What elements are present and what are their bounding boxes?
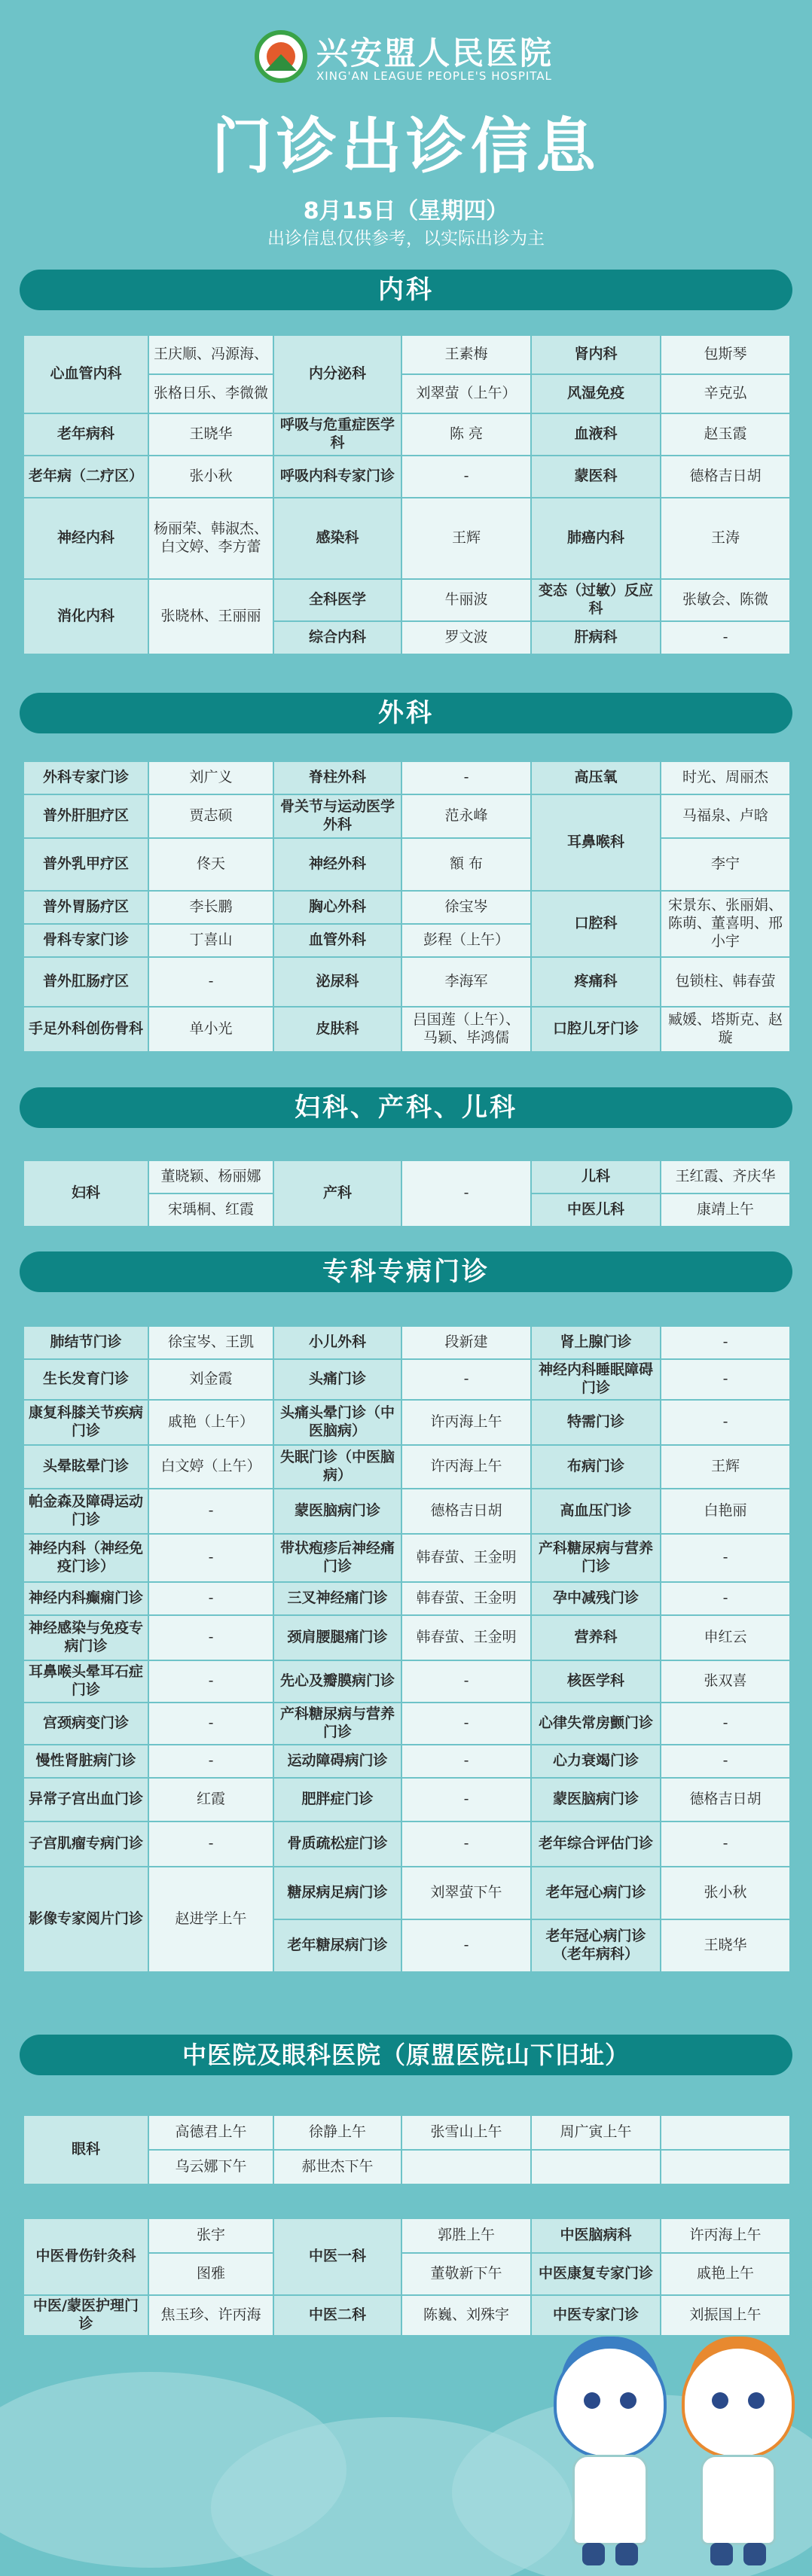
dept-cell: 产科 xyxy=(273,1160,401,1227)
dept-cell: 蒙医脑病门诊 xyxy=(531,1778,661,1821)
dept-cell: 骨质疏松症门诊 xyxy=(273,1821,401,1867)
dept-cell: 眼科 xyxy=(23,2115,148,2184)
doctor-cell: 戚艳（上午） xyxy=(148,1400,273,1445)
dept-cell: 风湿免疫 xyxy=(531,374,661,413)
dept-cell: 肾内科 xyxy=(531,335,661,374)
doctor-cell: - xyxy=(401,1660,531,1703)
doctor-cell: 董晓颖、杨丽娜 xyxy=(148,1160,273,1193)
doctor-cell: 德格吉日胡 xyxy=(661,1778,790,1821)
doctor-cell xyxy=(661,2150,790,2184)
doctor-cell: - xyxy=(661,1359,790,1400)
mascot-doctor-icon xyxy=(554,2346,667,2571)
doctor-cell: 牛丽波 xyxy=(401,579,531,621)
dept-cell: 生长发育门诊 xyxy=(23,1359,148,1400)
doctor-cell: 王晓华 xyxy=(661,1919,790,1972)
doctor-cell: 张晓林、王丽丽 xyxy=(148,579,273,654)
doctor-cell: 王素梅 xyxy=(401,335,531,374)
dept-cell: 中医康复专家门诊 xyxy=(531,2253,661,2295)
dept-cell: 骨科专家门诊 xyxy=(23,924,148,957)
dept-cell: 小儿外科 xyxy=(273,1326,401,1359)
dept-cell: 高压氧 xyxy=(531,761,661,794)
doctor-cell: 王辉 xyxy=(401,498,531,579)
dept-cell: 蒙医脑病门诊 xyxy=(273,1489,401,1534)
dept-cell: 普外乳甲疗区 xyxy=(23,838,148,891)
doctor-cell: - xyxy=(661,1745,790,1778)
doctor-cell: 张宇 xyxy=(148,2218,273,2253)
dept-cell: 老年冠心病门诊（老年病科） xyxy=(531,1919,661,1972)
doctor-cell: 张敏会、陈微 xyxy=(661,579,790,621)
dept-cell: 神经内科睡眠障碍门诊 xyxy=(531,1359,661,1400)
doctor-cell: 单小光 xyxy=(148,1007,273,1052)
doctor-cell xyxy=(531,2150,661,2184)
dept-cell: 脊柱外科 xyxy=(273,761,401,794)
dept-cell: 影像专家阅片门诊 xyxy=(23,1867,148,1972)
dept-cell: 内分泌科 xyxy=(273,335,401,413)
doctor-cell: - xyxy=(401,1778,531,1821)
dept-cell: 老年糖尿病门诊 xyxy=(273,1919,401,1972)
dept-cell: 胸心外科 xyxy=(273,891,401,924)
hospital-name-en: XING'AN LEAGUE PEOPLE'S HOSPITAL xyxy=(316,69,552,83)
dept-cell: 中医/蒙医护理门诊 xyxy=(23,2295,148,2336)
dept-cell: 心力衰竭门诊 xyxy=(531,1745,661,1778)
doctor-cell: - xyxy=(401,761,531,794)
doctor-cell: - xyxy=(148,1745,273,1778)
doctor-cell: 包锁柱、韩春萤 xyxy=(661,957,790,1007)
doctor-cell: 徐静上午 xyxy=(273,2115,401,2150)
doctor-cell: 马福泉、卢晗 xyxy=(661,794,790,838)
doctor-cell: 刘金霞 xyxy=(148,1359,273,1400)
hospital-name: 兴安盟人民医院 xyxy=(316,35,554,72)
dept-cell: 营养科 xyxy=(531,1615,661,1660)
doctor-cell: 贾志硕 xyxy=(148,794,273,838)
dept-cell: 康复科膝关节疾病门诊 xyxy=(23,1400,148,1445)
dept-cell: 中医骨伤针灸科 xyxy=(23,2218,148,2295)
table-row xyxy=(23,1615,790,1660)
obgyn-table xyxy=(23,1160,791,1227)
dept-cell: 中医儿科 xyxy=(531,1193,661,1227)
table-row xyxy=(23,1778,790,1821)
dept-cell: 肾上腺门诊 xyxy=(531,1326,661,1359)
dept-cell: 肥胖症门诊 xyxy=(273,1778,401,1821)
dept-cell: 骨关节与运动医学外科 xyxy=(273,794,401,838)
dept-cell: 中医专家门诊 xyxy=(531,2295,661,2336)
dept-cell: 慢性肾脏病门诊 xyxy=(23,1745,148,1778)
doctor-cell: 许丙海上午 xyxy=(401,1445,531,1489)
section-surgery-title: 外科 xyxy=(20,693,792,733)
dept-cell: 老年冠心病门诊 xyxy=(531,1867,661,1919)
dept-cell: 三叉神经痛门诊 xyxy=(273,1582,401,1615)
doctor-cell: - xyxy=(401,1745,531,1778)
doctor-cell: - xyxy=(148,1582,273,1615)
doctor-cell: 韩春萤、王金明 xyxy=(401,1534,531,1582)
dept-cell: 产科糖尿病与营养门诊 xyxy=(273,1703,401,1745)
doctor-cell: 李宁 xyxy=(661,838,790,891)
dept-cell: 神经感染与免疫专病门诊 xyxy=(23,1615,148,1660)
table-row xyxy=(23,1400,790,1445)
dept-cell: 运动障碍病门诊 xyxy=(273,1745,401,1778)
dept-cell: 孕中减残门诊 xyxy=(531,1582,661,1615)
doctor-cell: 焦玉珍、许丙海 xyxy=(148,2295,273,2336)
dept-cell: 帕金森及障碍运动门诊 xyxy=(23,1489,148,1534)
dept-cell: 神经内科（神经免疫门诊） xyxy=(23,1534,148,1582)
doctor-cell: - xyxy=(148,1703,273,1745)
doctor-cell: 张雪山上午 xyxy=(401,2115,531,2150)
section-obgyn-title: 妇科、产科、儿科 xyxy=(20,1087,792,1128)
doctor-cell: - xyxy=(148,1615,273,1660)
dept-cell: 布病门诊 xyxy=(531,1445,661,1489)
doctor-cell: 康靖上午 xyxy=(661,1193,790,1227)
dept-cell: 宫颈病变门诊 xyxy=(23,1703,148,1745)
doctor-cell: 陈 亮 xyxy=(401,413,531,456)
doctor-cell xyxy=(401,2150,531,2184)
dept-cell: 血管外科 xyxy=(273,924,401,957)
dept-cell: 肺结节门诊 xyxy=(23,1326,148,1359)
tcm-table xyxy=(23,2218,791,2337)
date: 8月15日（星期四） xyxy=(303,198,509,224)
doctor-cell: 王辉 xyxy=(661,1445,790,1489)
section-internal-title: 内科 xyxy=(20,270,792,310)
doctor-cell: - xyxy=(148,1489,273,1534)
doctor-cell: 刘翠萤下午 xyxy=(401,1867,531,1919)
doctor-cell: 赵玉霞 xyxy=(661,413,790,456)
doctor-cell: 王庆顺、冯源海、 xyxy=(148,335,273,374)
surgery-table xyxy=(23,761,791,1053)
doctor-cell: 周广寅上午 xyxy=(531,2115,661,2150)
doctor-cell: 杨丽荣、韩淑杰、白文婷、李方蕾 xyxy=(148,498,273,579)
dept-cell: 感染科 xyxy=(273,498,401,579)
dept-cell: 肺癌内科 xyxy=(531,498,661,579)
doctor-cell: 许丙海上午 xyxy=(661,2218,790,2253)
doctor-cell: 董敬新下午 xyxy=(401,2253,531,2295)
dept-cell: 先心及瓣膜病门诊 xyxy=(273,1660,401,1703)
doctor-cell: 张格日乐、李微微 xyxy=(148,374,273,413)
doctor-cell: 段新建 xyxy=(401,1326,531,1359)
dept-cell: 外科专家门诊 xyxy=(23,761,148,794)
doctor-cell: 高德君上午 xyxy=(148,2115,273,2150)
doctor-cell: 徐宝岑、王凯 xyxy=(148,1326,273,1359)
doctor-cell: - xyxy=(661,621,790,654)
dept-cell: 中医脑病科 xyxy=(531,2218,661,2253)
dept-cell: 神经内科 xyxy=(23,498,148,579)
doctor-cell: - xyxy=(661,1582,790,1615)
table-row xyxy=(23,1489,790,1534)
doctor-cell: 红霞 xyxy=(148,1778,273,1821)
dept-cell: 头晕眩晕门诊 xyxy=(23,1445,148,1489)
page-title: 门诊出诊信息 xyxy=(212,111,600,181)
dept-cell: 泌尿科 xyxy=(273,957,401,1007)
dept-cell: 异常子宫出血门诊 xyxy=(23,1778,148,1821)
specialty-table xyxy=(23,1325,791,1973)
dept-cell: 核医学科 xyxy=(531,1660,661,1703)
dept-cell: 糖尿病足病门诊 xyxy=(273,1867,401,1919)
dept-cell: 带状疱疹后神经痛门诊 xyxy=(273,1534,401,1582)
doctor-cell: 乌云娜下午 xyxy=(148,2150,273,2184)
disclaimer: 出诊信息仅供参考，以实际出诊为主 xyxy=(267,229,545,248)
dept-cell: 老年综合评估门诊 xyxy=(531,1821,661,1867)
internal-table xyxy=(23,334,791,655)
table-row xyxy=(23,1359,790,1400)
doctor-cell: - xyxy=(661,1534,790,1582)
doctor-cell: 戚艳上午 xyxy=(661,2253,790,2295)
doctor-cell: 宋瑀桐、红霞 xyxy=(148,1193,273,1227)
doctor-cell: - xyxy=(148,1660,273,1703)
dept-cell: 儿科 xyxy=(531,1160,661,1193)
dept-cell: 耳鼻喉头晕耳石症门诊 xyxy=(23,1660,148,1703)
dept-cell: 中医二科 xyxy=(273,2295,401,2336)
dept-cell: 口腔科 xyxy=(531,891,661,957)
dept-cell: 心血管内科 xyxy=(23,335,148,413)
dept-cell: 老年病（二疗区） xyxy=(23,456,148,498)
doctor-cell: 时光、周丽杰 xyxy=(661,761,790,794)
eye-table xyxy=(23,2114,791,2185)
dept-cell: 特需门诊 xyxy=(531,1400,661,1445)
doctor-cell: 韩春萤、王金明 xyxy=(401,1615,531,1660)
dept-cell: 产科糖尿病与营养门诊 xyxy=(531,1534,661,1582)
doctor-cell: 王晓华 xyxy=(148,413,273,456)
dept-cell: 口腔儿牙门诊 xyxy=(531,1007,661,1052)
doctor-cell: - xyxy=(661,1326,790,1359)
doctor-cell: 包斯琴 xyxy=(661,335,790,374)
table-row xyxy=(23,1821,790,1867)
mascot-nurse-icon xyxy=(682,2346,795,2571)
dept-cell: 心律失常房颤门诊 xyxy=(531,1703,661,1745)
doctor-cell: 图雅 xyxy=(148,2253,273,2295)
doctor-cell: 李海军 xyxy=(401,957,531,1007)
doctor-cell: 郝世杰下午 xyxy=(273,2150,401,2184)
doctor-cell: 王涛 xyxy=(661,498,790,579)
dept-cell: 颈肩腰腿痛门诊 xyxy=(273,1615,401,1660)
doctor-cell: - xyxy=(401,1919,531,1972)
dept-cell: 头痛头晕门诊（中医脑病） xyxy=(273,1400,401,1445)
dept-cell: 手足外科创伤骨科 xyxy=(23,1007,148,1052)
dept-cell: 普外肝胆疗区 xyxy=(23,794,148,838)
dept-cell: 呼吸与危重症医学科 xyxy=(273,413,401,456)
dept-cell: 老年病科 xyxy=(23,413,148,456)
dept-cell: 变态（过敏）反应科 xyxy=(531,579,661,621)
table-row xyxy=(23,1703,790,1745)
doctor-cell xyxy=(661,2115,790,2150)
hospital-logo-icon xyxy=(255,30,307,83)
doctor-cell: - xyxy=(661,1400,790,1445)
dept-cell: 普外胃肠疗区 xyxy=(23,891,148,924)
table-row xyxy=(23,1326,790,1359)
doctor-cell: 刘振国上午 xyxy=(661,2295,790,2336)
dept-cell: 消化内科 xyxy=(23,579,148,654)
dept-cell: 蒙医科 xyxy=(531,456,661,498)
dept-cell: 神经外科 xyxy=(273,838,401,891)
doctor-cell: 张双喜 xyxy=(661,1660,790,1703)
doctor-cell: 张小秋 xyxy=(148,456,273,498)
doctor-cell: 佟天 xyxy=(148,838,273,891)
dept-cell: 子宫肌瘤专病门诊 xyxy=(23,1821,148,1867)
dept-cell: 耳鼻喉科 xyxy=(531,794,661,891)
doctor-cell: 郭胜上午 xyxy=(401,2218,531,2253)
doctor-cell: 申红云 xyxy=(661,1615,790,1660)
table-row xyxy=(23,1745,790,1778)
doctor-cell: 白文婷（上午） xyxy=(148,1445,273,1489)
doctor-cell: 范永峰 xyxy=(401,794,531,838)
dept-cell: 综合内科 xyxy=(273,621,401,654)
doctor-cell: - xyxy=(148,1821,273,1867)
doctor-cell: - xyxy=(148,957,273,1007)
doctor-cell: 刘翠萤（上午） xyxy=(401,374,531,413)
doctor-cell: 德格吉日胡 xyxy=(401,1489,531,1534)
doctor-cell: 王红霞、齐庆华 xyxy=(661,1160,790,1193)
doctor-cell: - xyxy=(401,456,531,498)
table-row xyxy=(23,1445,790,1489)
dept-cell: 肝病科 xyxy=(531,621,661,654)
doctor-cell: 額 布 xyxy=(401,838,531,891)
doctor-cell: 韩春萤、王金明 xyxy=(401,1582,531,1615)
doctor-cell: 德格吉日胡 xyxy=(661,456,790,498)
doctor-cell: 徐宝岑 xyxy=(401,891,531,924)
doctor-cell: 彭程（上午） xyxy=(401,924,531,957)
doctor-cell: - xyxy=(401,1821,531,1867)
doctor-cell: 罗文波 xyxy=(401,621,531,654)
doctor-cell: 张小秋 xyxy=(661,1867,790,1919)
dept-cell: 高血压门诊 xyxy=(531,1489,661,1534)
doctor-cell: - xyxy=(401,1160,531,1227)
dept-cell: 全科医学 xyxy=(273,579,401,621)
doctor-cell: 吕国莲（上午）、马颖、毕鸿儒 xyxy=(401,1007,531,1052)
dept-cell: 中医一科 xyxy=(273,2218,401,2295)
doctor-cell: - xyxy=(661,1821,790,1867)
doctor-cell: 陈巍、刘殊宇 xyxy=(401,2295,531,2336)
doctor-cell: 李长鹏 xyxy=(148,891,273,924)
doctor-cell: - xyxy=(148,1534,273,1582)
section-tcm-title: 中医院及眼科医院（原盟医院山下旧址） xyxy=(20,2035,792,2075)
doctor-cell: - xyxy=(401,1359,531,1400)
doctor-cell: 臧媛、塔斯克、赵璇 xyxy=(661,1007,790,1052)
doctor-cell: 宋景东、张丽娟、陈萌、董喜明、邢小宇 xyxy=(661,891,790,957)
table-row xyxy=(23,1534,790,1582)
doctor-cell: 刘广义 xyxy=(148,761,273,794)
doctor-cell: - xyxy=(661,1703,790,1745)
dept-cell: 妇科 xyxy=(23,1160,148,1227)
dept-cell: 普外肛肠疗区 xyxy=(23,957,148,1007)
table-row xyxy=(23,1582,790,1615)
dept-cell: 神经内科癫痫门诊 xyxy=(23,1582,148,1615)
doctor-cell: 丁喜山 xyxy=(148,924,273,957)
dept-cell: 头痛门诊 xyxy=(273,1359,401,1400)
doctor-cell: 白艳丽 xyxy=(661,1489,790,1534)
doctor-cell: 许丙海上午 xyxy=(401,1400,531,1445)
doctor-cell: - xyxy=(401,1703,531,1745)
dept-cell: 皮肤科 xyxy=(273,1007,401,1052)
table-row xyxy=(23,1660,790,1703)
doctor-cell: 赵进学上午 xyxy=(148,1867,273,1972)
dept-cell: 血液科 xyxy=(531,413,661,456)
dept-cell: 呼吸内科专家门诊 xyxy=(273,456,401,498)
doctor-cell: 辛克弘 xyxy=(661,374,790,413)
section-specialty-title: 专科专病门诊 xyxy=(20,1251,792,1292)
dept-cell: 疼痛科 xyxy=(531,957,661,1007)
dept-cell: 失眠门诊（中医脑病） xyxy=(273,1445,401,1489)
